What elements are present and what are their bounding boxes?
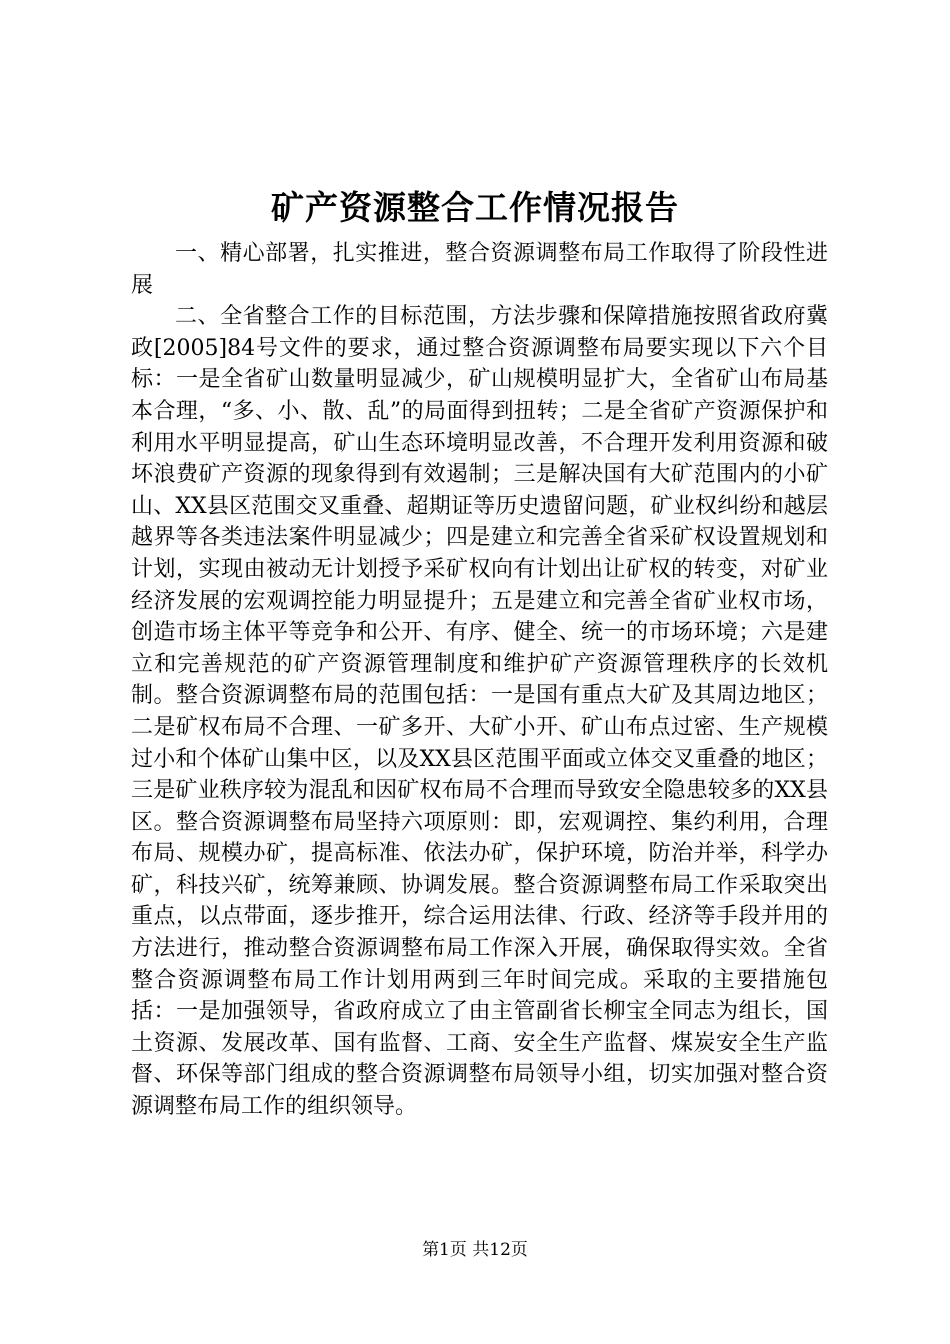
document-title: 矿产资源整合工作情况报告 <box>271 188 679 227</box>
document-body <box>131 238 828 1123</box>
paragraph-2: 二、全省整合工作的目标范围，方法步骤和保障措施按照省政府冀政[2005]84号文件的要求，通过整合资源调整布局要实现以下六个目标：一是全省矿山数量明显减少，矿山规模明显扩大，全省矿山布局基本合理，“多、小、散、乱”的局面得到扭转；二是全省矿产资源保护和利用水平明显提高，矿山生态环境明显改善，不合理开发利用资源和破坏浪费矿产资源的现象得到有效遏制；三是解决国有大矿范围内的小矿山、XX县区范围交叉重叠、超期证等历史遗留问题，矿业权纠纷和越层越界等各类违法案件明显减少；四是建立和完善全省采矿权设置规划和计划，实现由被动无计划授予采矿权向有计划出让矿权的转变，对矿业经济发展的宏观调控能力明显提升；五是建立和完善全省矿业权市场，创造市场主体平等竞争和公开、有序、健全、统一的市场环境；六是建立和完善规范的矿产资源管理制度和维护矿产资源管理秩序的长效机制。整合资源调整布局的范围包括：一是国有重点大矿及其周边地区；二是矿权布局不合理、一矿多开、大矿小开、矿山布点过密、生产规模过小和个体矿山集中区，以及XX县区范围平面或立体交叉重叠的地区；三是矿业秩序较为混乱和因矿权布局不合理而导致安全隐患较多的XX县区。整合资源调整布局坚持六项原则：即，宏观调控、集约利用，合理布局、规模办矿，提高标准、依法办矿，保护环境，防治并举，科学办矿，科技兴矿，统筹兼顾、协调发展。整合资源调整布局工作采取突出重点，以点带面，逐步推开，综合运用法律、行政、经济等手段并用的方法进行，推动整合资源调整布局工作深入开展，确保取得实效。全省整合资源调整布局工作计划用两到三年时间完成。采取的主要措施包括：一是加强领导，省政府成立了由主管副省长柳宝全同志为组长，国土资源、发展改革、国有监督、工商、安全生产监督、煤炭安全生产监督、环保等部门组成的整合资源调整布局领导小组，切实加强对整合资源调整布局工作的组织领导。 <box>131 304 828 1120</box>
page-number-footer: 第1页 共12页 <box>422 1240 528 1260</box>
paragraph-1: 一、精心部署，扎实推进，整合资源调整布局工作取得了阶段性进展 <box>131 241 828 298</box>
